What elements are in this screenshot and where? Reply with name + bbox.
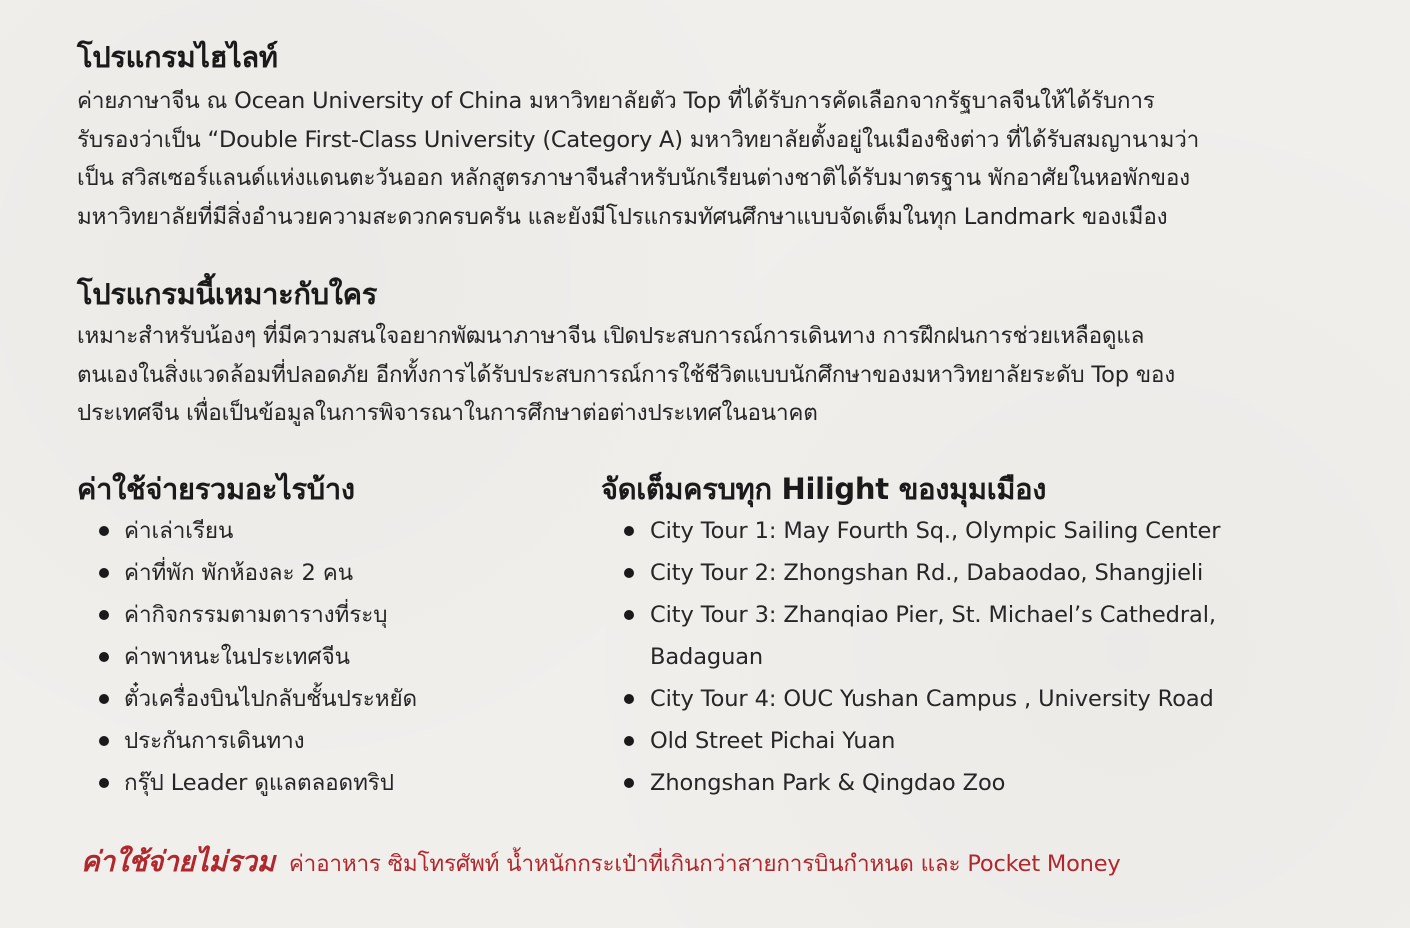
list-item [77,510,577,552]
audience-line: เหมาะสำหรับน้องๆ ที่มีความสนใจอยากพัฒนาภาษาจีน เปิดประสบการณ์การเดินทาง การฝึกฝนการช่วยเหลือดูแล [77,323,1145,349]
bullet-icon [99,694,109,704]
list-item [601,720,1321,762]
audience-section [77,272,1175,433]
list-item [601,594,1321,678]
bullet-icon [99,778,109,788]
tours-heading: จัดเต็มครบทุก Hilight ของมุมเมือง [601,472,1047,506]
bullet-icon [624,778,634,788]
audience-line: ตนเองในสิ่งแวดล้อมที่ปลอดภัย อีกทั้งการได้รับประสบการณ์การใช้ชีวิตแบบนักศึกษาของมหาวิทยาลัยระดับ Top ของ [77,361,1176,388]
list-item [77,594,577,636]
list-item-text: City Tour 3: Zhanqiao Pier, St. Michael’s Cathedral, [650,602,1216,628]
highlight-line: รับรองว่าเป็น “Double First-Class University (Category A) มหาวิทยาลัยตั้งอยู่ในเมืองชิงต่าว ที่ได้รับสมญานามว่า [77,126,1200,153]
bullet-icon [99,526,109,536]
audience-heading: โปรแกรมนี้เหมาะกับใคร [77,277,378,311]
highlight-paragraph [77,82,1199,236]
list-item-text: ค่าที่พัก พักห้องละ 2 คน [124,560,354,586]
list-item [77,762,577,804]
list-item [601,510,1321,552]
highlight-line: เป็น สวิสเซอร์แลนด์แห่งแดนตะวันออก หลักสูตรภาษาจีนสำหรับนักเรียนต่างชาติได้รับมาตรฐาน พักอาศัยในหอพักของ [77,165,1190,191]
list-item [77,720,577,762]
bullet-icon [624,568,634,578]
list-item [601,678,1321,720]
bullet-icon [624,610,634,620]
list-item-continuation: Badaguan [650,644,764,670]
list-item-text: Old Street Pichai Yuan [650,728,896,754]
list-item-text: City Tour 2: Zhongshan Rd., Dabaodao, Shangjieli [650,560,1204,586]
bullet-icon [624,526,634,536]
excluded-costs-line [81,840,1121,884]
bullet-icon [99,652,109,662]
list-item [77,636,577,678]
list-item-text: ตั๋วเครื่องบินไปกลับชั้นประหยัด [124,686,418,712]
highlight-heading: โปรแกรมไฮไลท์ [77,40,278,74]
bullet-icon [624,736,634,746]
tours-list [601,510,1321,804]
list-item-text: City Tour 4: OUC Yushan Campus , University Road [650,686,1214,712]
bullet-icon [99,568,109,578]
list-item [77,552,577,594]
list-item [77,678,577,720]
highlight-line: ค่ายภาษาจีน ณ Ocean University of China มหาวิทยาลัยตัว Top ที่ได้รับการคัดเลือกจากรัฐบาลจีนให้ได้รับการ [77,88,1155,114]
list-item-text: ค่าเล่าเรียน [124,518,234,544]
excluded-costs-text: ค่าอาหาร ซิมโทรศัพท์ น้ำหนักกระเป๋าที่เกินกว่าสายการบินกำหนด และ Pocket Money [288,851,1121,877]
includes-heading: ค่าใช้จ่ายรวมอะไรบ้าง [77,472,355,506]
audience-line: ประเทศจีน เพื่อเป็นข้อมูลในการพิจารณาในการศึกษาต่อต่างประเทศในอนาคต [77,400,818,426]
excluded-costs-label: ค่าใช้จ่ายไม่รวม [81,845,275,878]
includes-section [77,468,577,804]
list-item-text: กรุ๊ป Leader ดูแลตลอดทริป [124,770,394,796]
highlight-line: มหาวิทยาลัยที่มีสิ่งอำนวยความสะดวกครบครัน และยังมีโปรแกรมทัศนศึกษาแบบจัดเต็มในทุก Landmark ของเมือง [77,203,1168,230]
list-item-text: ประกันการเดินทาง [124,728,305,754]
list-item-text: Zhongshan Park & Qingdao Zoo [650,770,1006,796]
bullet-icon [624,694,634,704]
audience-paragraph [77,317,1175,433]
bullet-icon [99,610,109,620]
tours-section [601,468,1321,804]
bullet-icon [99,736,109,746]
includes-list [77,510,577,804]
list-item-text: ค่ากิจกรรมตามตารางที่ระบุ [124,602,388,628]
list-item [601,552,1321,594]
list-item-text: City Tour 1: May Fourth Sq., Olympic Sailing Center [650,518,1221,544]
list-item [601,762,1321,804]
highlight-section [77,35,1199,236]
list-item-text: ค่าพาหนะในประเทศจีน [124,644,350,670]
